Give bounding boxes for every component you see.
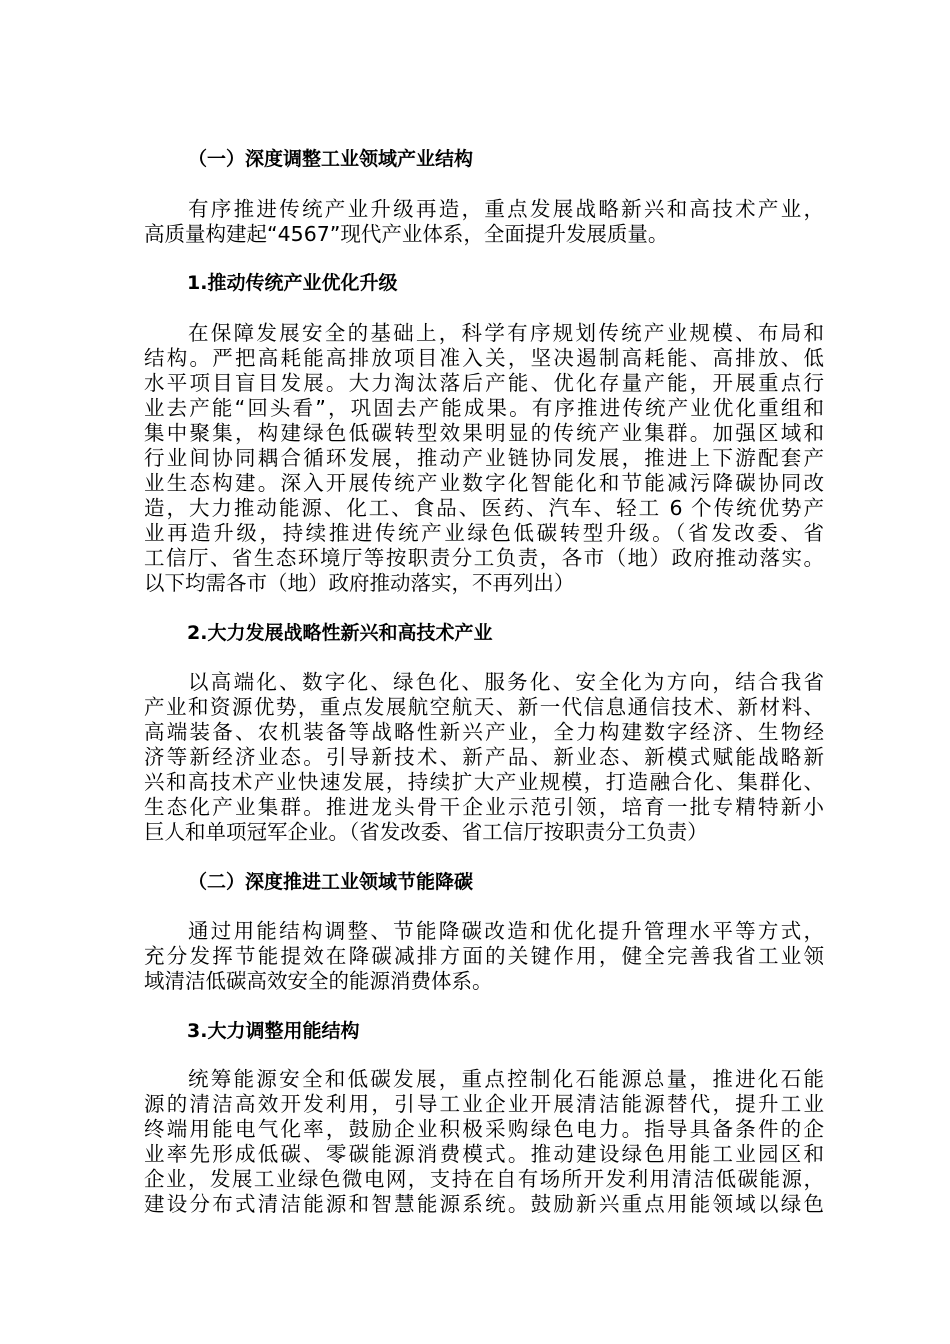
paragraph-line: 兴和高技术产业快速发展，持续扩大产业规模，打造融合化、集群化、 [144,770,824,794]
paragraph-line: 生态化产业集群。推进龙头骨干企业示范引领，培育一批专精特新小 [144,795,824,819]
paragraph-line: 工信厅、省生态环境厅等按职责分工负责，各市（地）政府推动落实。 [144,546,824,570]
paragraph-line: 源的清洁高效开发利用，引导工业企业开展清洁能源替代，提升工业 [144,1092,824,1116]
paragraph-2 [144,321,824,596]
document-page [144,146,824,1217]
paragraph-line: 统筹能源安全和低碳发展，重点控制化石能源总量，推进化石能 [188,1067,824,1091]
section-heading-2: （二）深度推进工业领域节能降碳 [188,871,474,893]
subheading-3: 3.大力调整用能结构 [187,1020,360,1042]
paragraph-line: 产业和资源优势，重点发展航空航天、新一代信息通信技术、新材料、 [144,695,824,719]
paragraph-line: 以高端化、数字化、绿色化、服务化、安全化为方向，结合我省 [188,670,824,694]
paragraph-line: 在保障发展安全的基础上，科学有序规划传统产业规模、布局和 [188,321,824,345]
subheading-2: 2.大力发展战略性新兴和高技术产业 [187,622,493,644]
paragraph-1 [144,197,824,247]
paragraph-5 [144,1067,824,1217]
paragraph-line: 通过用能结构调整、节能降碳改造和优化提升管理水平等方式， [188,919,824,943]
paragraph-line: 高质量构建起“4567”现代产业体系，全面提升发展质量。 [144,222,669,246]
paragraph-line: 充分发挥节能提效在降碳减排方面的关键作用，健全完善我省工业领 [144,944,824,968]
paragraph-4 [144,919,824,994]
paragraph-line: 有序推进传统产业升级再造，重点发展战略新兴和高技术产业， [188,197,824,221]
paragraph-line: 业生态构建。深入开展传统产业数字化智能化和节能减污降碳协同改 [144,471,824,495]
paragraph-line: 高端装备、农机装备等战略性新兴产业，全力构建数字经济、生物经 [144,720,824,744]
paragraph-line: 企业，发展工业绿色微电网，支持在自有场所开发利用清洁低碳能源， [144,1167,824,1191]
paragraph-line: 集中聚集，构建绿色低碳转型效果明显的传统产业集群。加强区域和 [144,421,824,445]
paragraph-line: 巨人和单项冠军企业。（省发改委、省工信厅按职责分工负责） [144,820,708,844]
subheading-1: 1.推动传统产业优化升级 [187,272,398,294]
paragraph-line: 业去产能“回头看”，巩固去产能成果。有序推进传统产业优化重组和 [144,396,824,420]
paragraph-line: 业再造升级，持续推进传统产业绿色低碳转型升级。（省发改委、省 [144,521,824,545]
paragraph-line: 终端用能电气化率，鼓励企业积极采购绿色电力。指导具备条件的企 [144,1117,824,1141]
paragraph-line: 结构。严把高耗能高排放项目准入关，坚决遏制高耗能、高排放、低 [144,346,824,370]
paragraph-line: 域清洁低碳高效安全的能源消费体系。 [144,969,493,993]
paragraph-line: 建设分布式清洁能源和智慧能源系统。鼓励新兴重点用能领域以绿色 [144,1192,824,1216]
paragraph-line: 业率先形成低碳、零碳能源消费模式。推动建设绿色用能工业园区和 [144,1142,824,1166]
section-heading-1: （一）深度调整工业领域产业结构 [188,148,474,170]
paragraph-line: 水平项目盲目发展。大力淘汰落后产能、优化存量产能，开展重点行 [144,371,824,395]
paragraph-line: 济等新经济业态。引导新技术、新产品、新业态、新模式赋能战略新 [144,745,824,769]
paragraph-3 [144,670,824,845]
paragraph-line: 造，大力推动能源、化工、食品、医药、汽车、轻工 6 个传统优势产 [144,496,824,520]
paragraph-line: 行业间协同耦合循环发展，推动产业链协同发展，推进上下游配套产 [144,446,824,470]
paragraph-line: 以下均需各市（地）政府推动落实，不再列出） [144,571,575,595]
